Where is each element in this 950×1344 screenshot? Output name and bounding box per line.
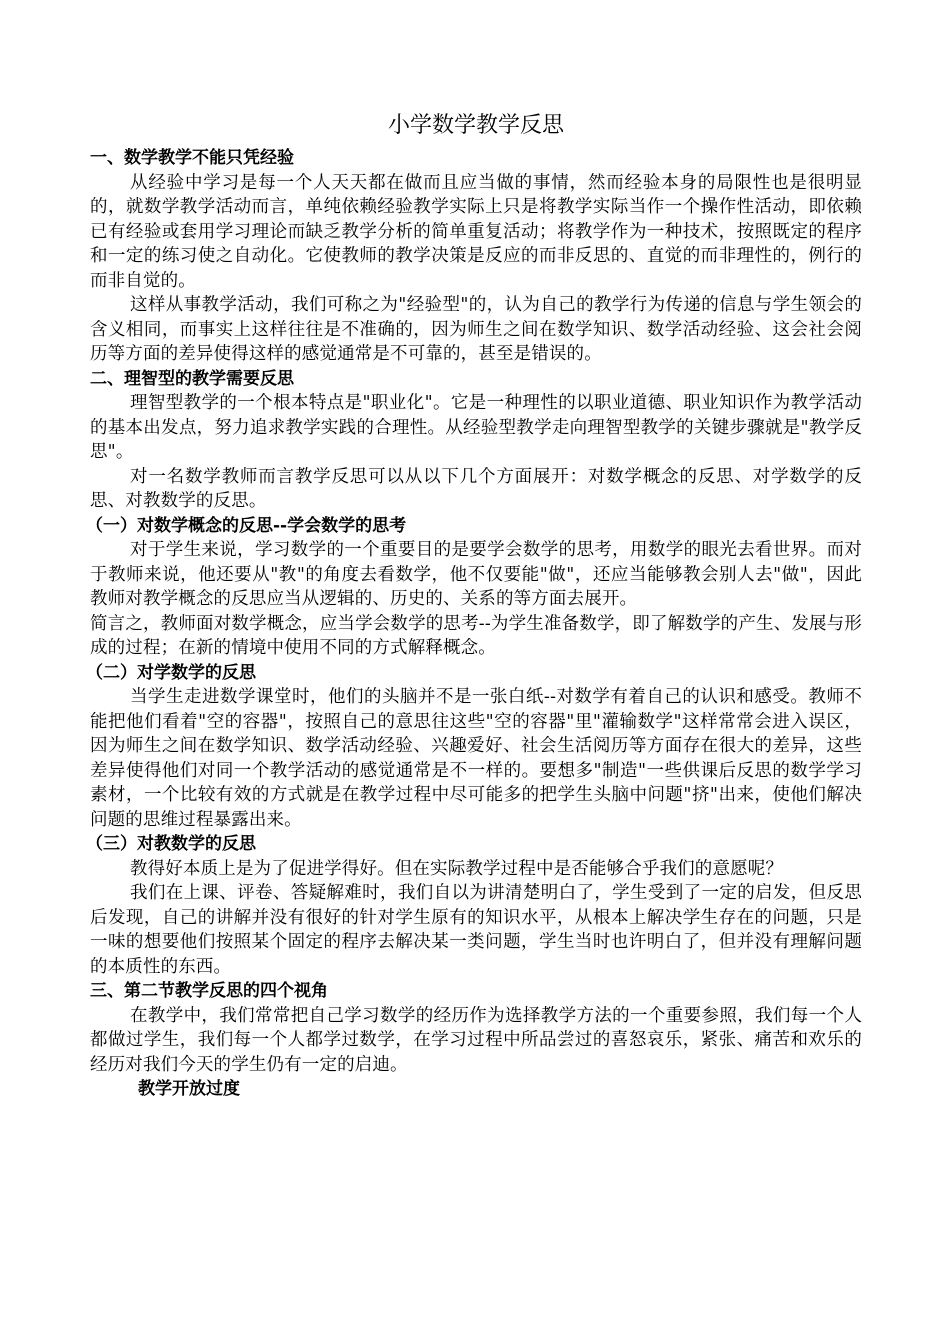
subsection-heading-2: （二）对学数学的反思 [86,662,256,683]
paragraph: 简言之，教师面对数学概念，应当学会数学的思考--为学生准备数学，即了解数学的产生、发展与形成的过程；在新的情境中使用不同的方式解释概念。 [90,613,862,658]
paragraph: 这样从事教学活动，我们可称之为"经验型"的，认为自己的教学行为传递的信息与学生领会的含义相同，而事实上这样往往是不准确的，因为师生之间在数学知识、数学活动经验、这会社会阅历等方面的差异使得这样的感觉通常是不可靠的，甚至是错误的。 [90,295,862,364]
paragraph: 对一名数学教师而言教学反思可以从以下几个方面展开：对数学概念的反思、对学数学的反思、对教数学的反思。 [90,466,862,511]
subsection-heading-3: （三）对教数学的反思 [86,834,256,854]
paragraph: 教得好本质上是为了促进学得好。但在实际教学过程中是否能够合乎我们的意愿呢？ [130,858,784,879]
subsection-heading-1: （一）对数学概念的反思--学会数学的思考 [86,515,407,536]
paragraph: 从经验中学习是每一个人天天都在做而且应当做的事情，然而经验本身的局限性也是很明显的，就数学教学活动而言，单纯依赖经验教学实际上只是将教学实际当作一个操作性活动，即依赖已有经验或套用学习理论而缺乏教学分析的简单重复活动；将教学作为一种技术，按照既定的程序和一定的练习使之自动化。它使教师的教学决策是反应的而非反思的、直觉的而非理性的，例行的而非自觉的。 [90,172,862,291]
paragraph: 理智型教学的一个根本特点是"职业化"。它是一种理性的以职业道德、职业知识作为教学活动的基本出发点，努力追求教学实践的合理性。从经验型教学走向理智型教学的关键步骤就是"教学反思"。 [90,393,862,462]
paragraph: 对于学生来说，学习数学的一个重要目的是要学会数学的思考，用数学的眼光去看世界。而对于教师来说，他还要从"教"的角度去看数学，他不仅要能"做"，还应当能够教会别人去"做"，因此教师对教学概念的反思应当从逻辑的、历史的、关系的等方面去展开。 [90,540,862,609]
section-heading-2: 二、理智型的教学需要反思 [90,368,294,389]
paragraph: 在教学中，我们常常把自己学习数学的经历作为选择教学方法的一个重要参照，我们每一个人都做过学生，我们每一个人都学过数学，在学习过程中所品尝过的喜怒哀乐，紧张、痛苦和欢乐的经历对我们今天的学生仍有一定的启迪。 [90,1005,862,1075]
section-heading-1: 一、数学教学不能只凭经验 [90,148,294,168]
document-body [86,108,862,1102]
paragraph: 当学生走进数学课堂时，他们的头脑并不是一张白纸--对数学有着自己的认识和感受。教师不能把他们看着"空的容器"，按照自己的意思往这些"空的容器"里"灌输数学"这样常常会进入误区，因为师生之间在数学知识、数学活动经验、兴趣爱好、社会生活阅历等方面存在很大的差异，这些差异使得他们对同一个教学活动的感觉通常是不一样的。要想多"制造"一些供课后反思的数学学习素材，一个比较有效的方式就是在教学过程中尽可能多的把学生头脑中问题"挤"出来，使他们解决问题的思维过程暴露出来。 [90,687,862,830]
document-title: 小学数学教学反思 [387,113,564,138]
subsection-heading-4: 教学开放过度 [138,1079,240,1099]
section-heading-3: 三、第二节教学反思的四个视角 [90,981,328,1001]
paragraph: 我们在上课、评卷、答疑解难时，我们自以为讲清楚明白了，学生受到了一定的启发，但反思后发现，自己的讲解并没有很好的针对学生原有的知识水平，从根本上解决学生存在的问题，只是一味的想要他们按照某个固定的程序去解决某一类问题，学生当时也许明白了，但并没有理解问题的本质性的东西。 [90,883,862,977]
